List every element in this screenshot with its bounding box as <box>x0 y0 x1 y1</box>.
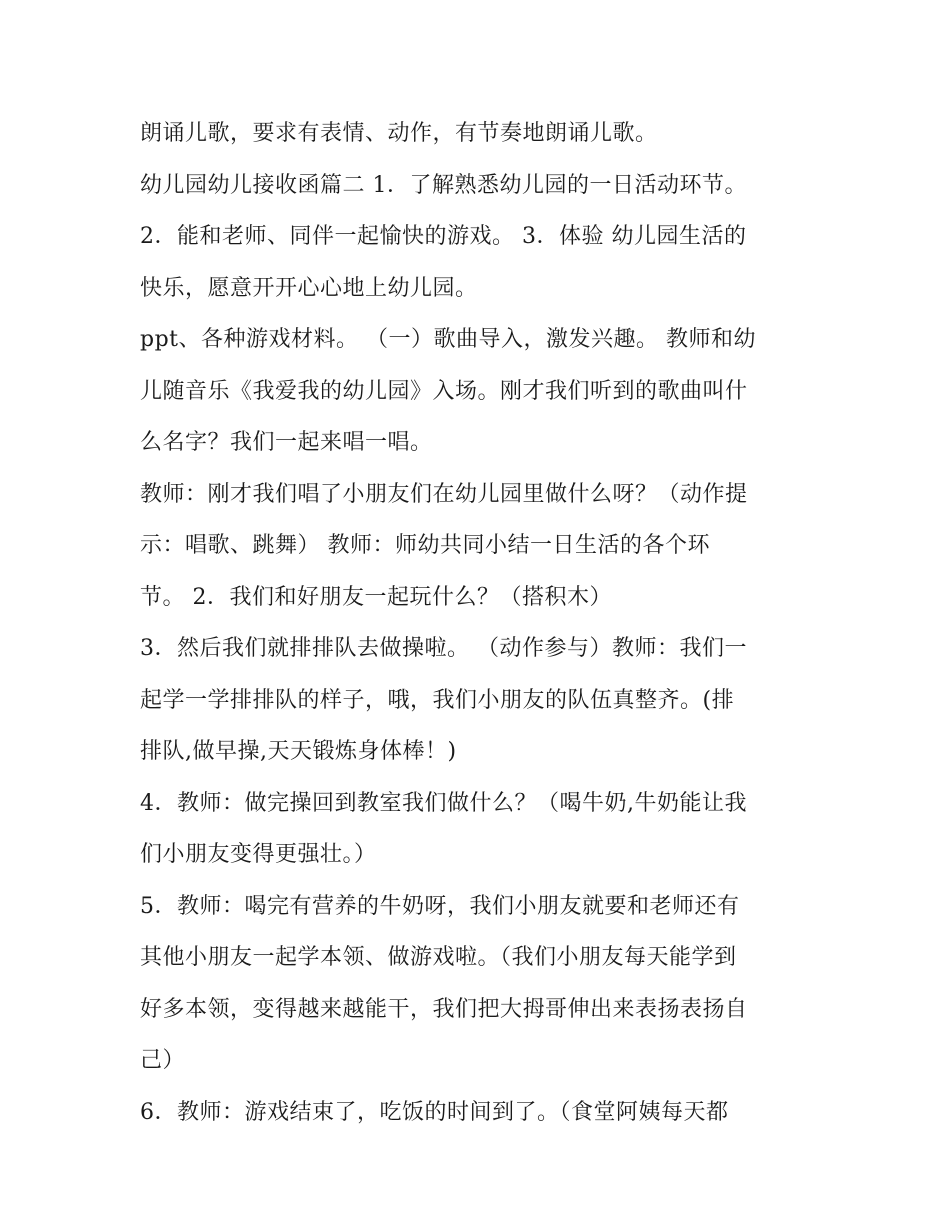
text-line: 2．能和老师、同伴一起愉快的游戏。 3．体验 幼儿园生活的 <box>140 224 747 249</box>
text-line: 么名字？我们一起来唱一唱。 <box>140 430 433 455</box>
text-line: 5．教师：喝完有营养的牛奶呀，我们小朋友就要和老师还有 <box>140 893 740 919</box>
text-line: ppt、各种游戏材料。 （一）歌曲导入，激发兴趣。 教师和幼 <box>140 327 756 352</box>
text-line: 3．然后我们就排排队去做操啦。 （动作参与）教师：我们一 <box>140 636 747 661</box>
text-line: 好多本领，变得越来越能干，我们把大拇哥伸出来表扬表扬自 <box>140 996 748 1022</box>
text-line: 们小朋友变得更强壮。） <box>140 842 377 867</box>
text-line: 幼儿园幼儿接收函篇二 1．了解熟悉幼儿园的一日活动环节。 <box>140 172 747 198</box>
text-line: 朗诵儿歌，要求有表情、动作，有节奏地朗诵儿歌。 <box>140 121 658 146</box>
text-line: 节。 2．我们和好朋友一起玩什么？（搭积木） <box>140 584 612 610</box>
text-line: 教师：刚才我们唱了小朋友们在幼儿园里做什么呀？（动作提 <box>140 481 748 507</box>
text-line: 4．教师：做完操回到教室我们做什么？（喝牛奶,牛奶能让我 <box>140 790 747 816</box>
text-line: 儿随音乐《我爱我的幼儿园》入场。刚才我们听到的歌曲叫什 <box>140 378 748 404</box>
text-line: 起学一学排排队的样子，哦，我们小朋友的队伍真整齐。(排 <box>140 687 735 713</box>
text-line: 快乐，愿意开开心心地上幼儿园。 <box>140 275 478 301</box>
text-line: 其他小朋友一起学本领、做游戏啦。（我们小朋友每天能学到 <box>140 945 737 970</box>
text-line: 排队,做早操,天天锻炼身体棒！) <box>140 739 457 764</box>
document-body <box>140 108 830 1138</box>
text-line: 6．教师：游戏结束了，吃饭的时间到了。（食堂阿姨每天都 <box>140 1099 729 1125</box>
text-line: 示：唱歌、跳舞） 教师：师幼共同小结一日生活的各个环 <box>140 533 710 558</box>
text-line: 己） <box>140 1048 186 1073</box>
